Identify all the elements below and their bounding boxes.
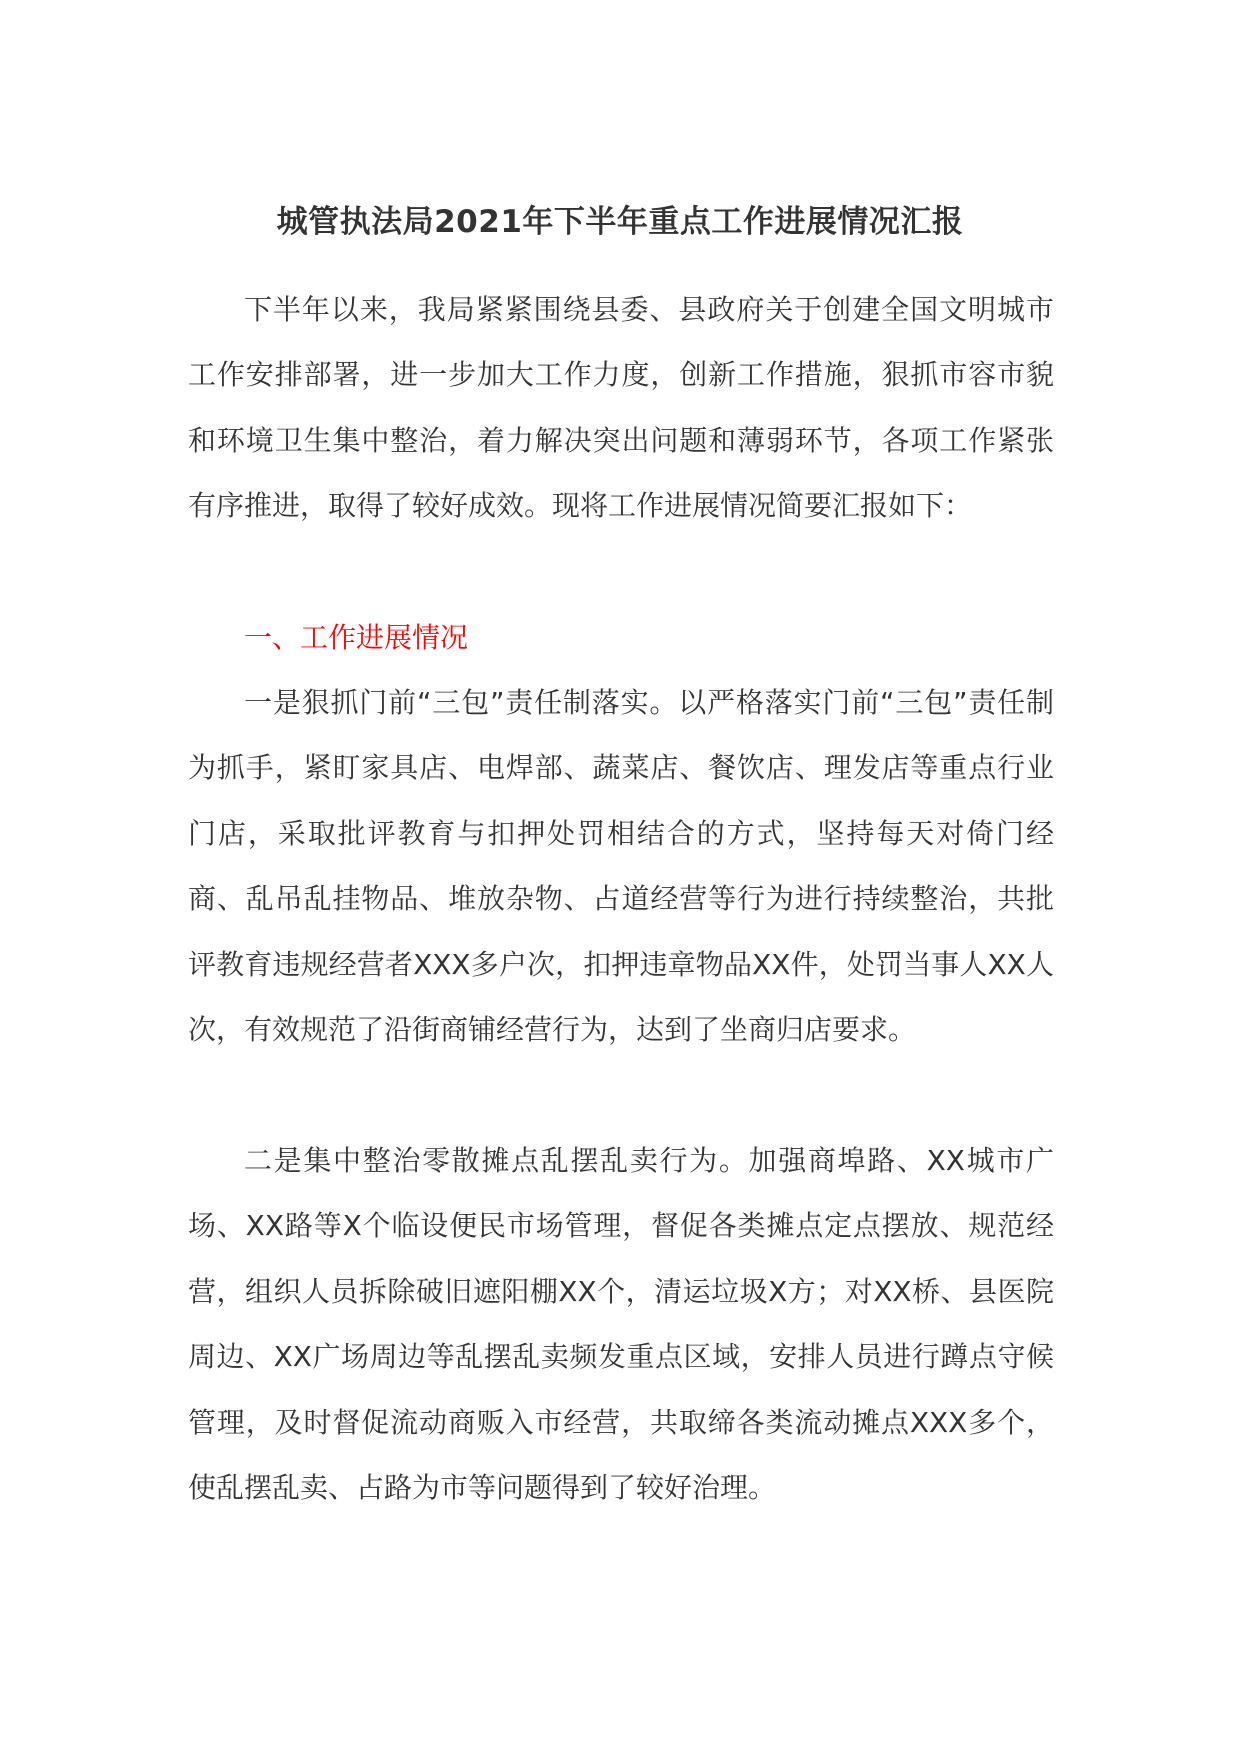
paragraph-item-2: 二是集中整治零散摊点乱摆乱卖行为。加强商埠路、XX城市广场、XX路等X个临设便民市场管理，督促各类摊点定点摆放、规范经营，组织人员拆除破旧遮阳棚XX个，清运垃圾X方；对XX桥、县医院周边、XX广场周边等乱摆乱卖频发重点区域，安排人员进行蹲点守候管理，及时督促流动商贩入市经营，共取缔各类流动摊点XXX多个，使乱摆乱卖、占路为市等问题得到了较好治理。 <box>188 1144 1054 1505</box>
section-heading: 一、工作进展情况 <box>244 621 469 654</box>
paragraph-item-1: 一是狠抓门前“三包”责任制落实。以严格落实门前“三包”责任制为抓手，紧盯家具店、电焊部、蔬菜店、餐饮店、理发店等重点行业门店，采取批评教育与扣押处罚相结合的方式，坚持每天对倚门经商、乱吊乱挂物品、堆放杂物、占道经营等行为进行持续整治，共批评教育违规经营者XXX多户次，扣押违章物品XX件，处罚当事人XX人次，有效规范了沿街商铺经营行为，达到了坐商归店要求。 <box>188 686 1054 1047</box>
document-title: 城管执法局2021年下半年重点工作进展情况汇报 <box>276 204 964 240</box>
intro-paragraph: 下半年以来，我局紧紧围绕县委、县政府关于创建全国文明城市工作安排部署，进一步加大工作力度，创新工作措施，狠抓市容市貌和环境卫生集中整治，着力解决突出问题和薄弱环节，各项工作紧张有序推进，取得了较好成效。现将工作进展情况简要汇报如下： <box>188 293 1054 523</box>
